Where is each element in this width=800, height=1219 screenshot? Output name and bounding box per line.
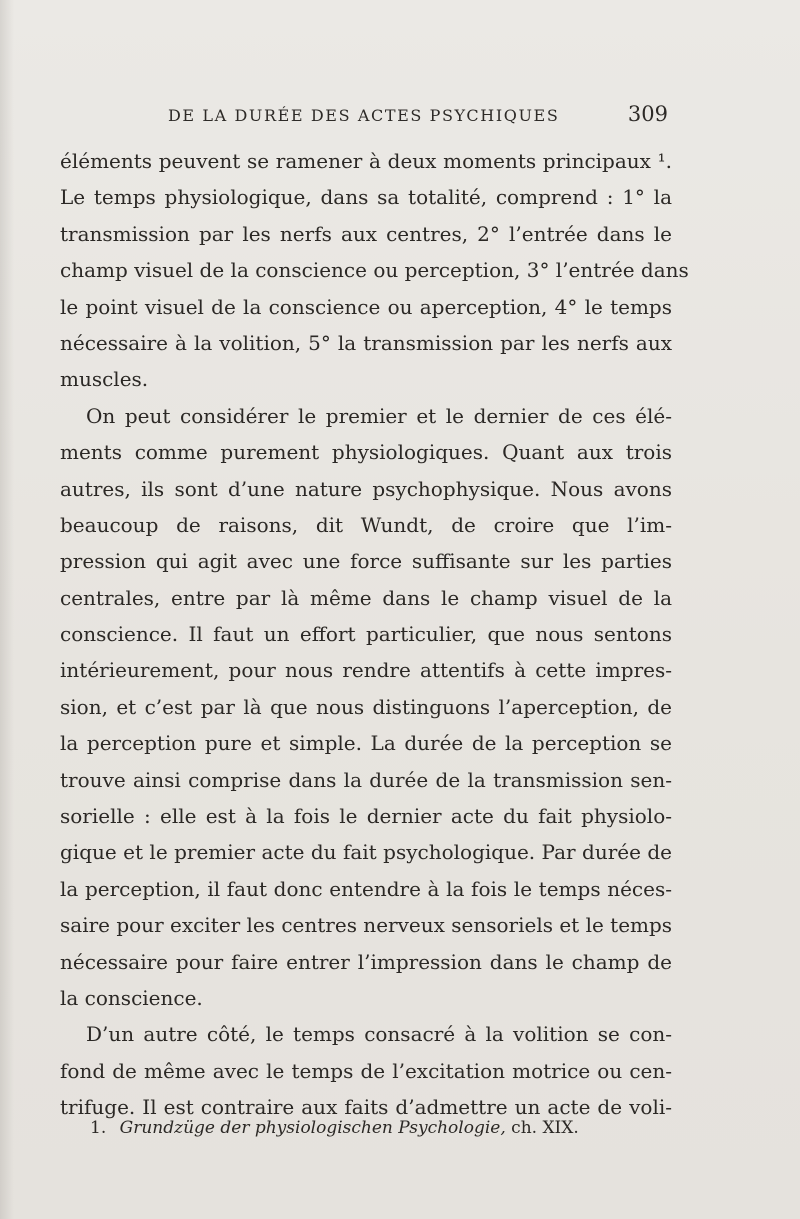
text-line: fond de même avec le temps de l’excitation motrice ou cen- xyxy=(60,1058,672,1083)
text-line: sion, et c’est par là que nous distinguons l’aperception, de xyxy=(60,694,672,719)
text-line: trifuge. Il est contraire aux faits d’admettre un acte de voli- xyxy=(60,1095,672,1120)
footnote xyxy=(90,1118,650,1138)
text-line: conscience. Il faut un effort particulier, que nous sentons xyxy=(60,622,672,647)
page-number: 309 xyxy=(627,102,668,126)
page-edge-shadow xyxy=(0,0,14,1219)
text-line: la conscience. xyxy=(60,985,203,1010)
text-line: On peut considérer le premier et le dernier de ces élé- xyxy=(86,403,672,428)
page-header xyxy=(168,102,668,132)
text-line: beaucoup de raisons, dit Wundt, de croire que l’im- xyxy=(60,512,672,537)
text-line: champ visuel de la conscience ou perception, 3° l’entrée dans xyxy=(60,258,689,283)
text-line: trouve ainsi comprise dans la durée de la transmission sen- xyxy=(60,767,672,792)
text-line: D’un autre côté, le temps consacré à la volition se con- xyxy=(86,1022,672,1047)
text-line: ments comme purement physiologiques. Quant aux trois xyxy=(60,440,672,465)
body-text xyxy=(60,143,689,1126)
footnote-reference: ch. XIX. xyxy=(511,1118,579,1138)
text-line: la perception, il faut donc entendre à la fois le temps néces- xyxy=(60,876,672,901)
text-line: transmission par les nerfs aux centres, 2° l’entrée dans le xyxy=(60,221,672,246)
text-line: gique et le premier acte du fait psychologique. Par durée de xyxy=(60,840,672,865)
text-line: Le temps physiologique, dans sa totalité, comprend : 1° la xyxy=(60,185,672,210)
text-line: sorielle : elle est à la fois le dernier acte du fait physiolo- xyxy=(60,804,672,829)
footnote-number: 1. xyxy=(90,1118,107,1138)
text-line: autres, ils sont d’une nature psychophysique. Nous avons xyxy=(60,476,672,501)
text-line: nécessaire à la volition, 5° la transmission par les nerfs aux xyxy=(60,330,672,355)
footnote-title: Grundzüge der physiologischen Psychologie, xyxy=(119,1118,506,1138)
text-line: pression qui agit avec une force suffisante sur les parties xyxy=(60,549,672,574)
text-line: éléments peuvent se ramener à deux moments principaux ¹. xyxy=(60,149,672,173)
text-line: le point visuel de la conscience ou aperception, 4° le temps xyxy=(60,294,672,319)
text-line: muscles. xyxy=(60,367,149,392)
text-line: la perception pure et simple. La durée de la perception se xyxy=(60,731,672,756)
text-line: intérieurement, pour nous rendre attentifs à cette impres- xyxy=(60,658,672,683)
text-line: nécessaire pour faire entrer l’impression dans le champ de xyxy=(60,949,672,974)
text-line: centrales, entre par là même dans le champ visuel de la xyxy=(60,585,672,610)
running-title: DE LA DURÉE DES ACTES PSYCHIQUES xyxy=(168,106,560,125)
text-line: saire pour exciter les centres nerveux sensoriels et le temps xyxy=(60,913,673,938)
